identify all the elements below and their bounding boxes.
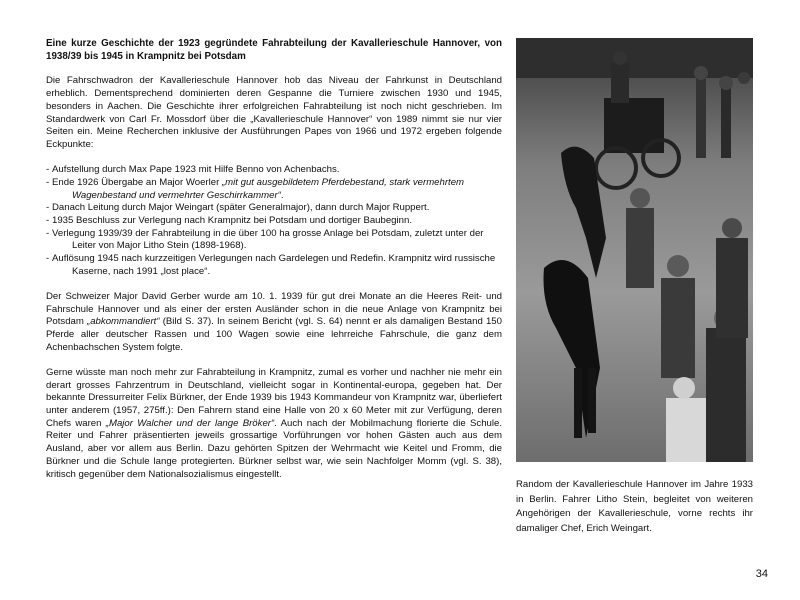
paragraph-krampnitz-text-b: . Auch nach der Mobilmachung florierte die Schule. Reiter und Fahrer präsentierten jeweils grossartige Vorführungen vor hohen Gästen auch aus dem Ausland, aber vor allem aus Berlin. Dazu gehörten Spitzen der Wehrmacht wie Keitel und Fromm, die Bürkner und die Schule lange protegierten. Bürkner selbst war, wie sein Nachfolger Momm (vgl. S. 38), kritisch gegenüber dem Nationalsozialismus eingestellt.: [46, 417, 502, 480]
paragraph-gerber-text-b: (Bild S. 37). In seinem Bericht (vgl. S. 64) nennt er als damaligen Bestand 150 Pferde aller deutscher Rassen und 100 Wagen sowie eine lehrreiche Fahrschule, die ganz dem Achenbachschen System folgte.: [46, 316, 502, 353]
list-item-text: Danach Leitung durch Major Weingart (später Generalmajor), dann durch Major Ruppert.: [52, 202, 430, 214]
list-item-quote: „mit gut ausgebildetem Pferdebestand, stark vermehrtem Wagenbestand und vermehrter Geschirrkammer“: [72, 176, 465, 201]
photo-horses-icon: [516, 38, 753, 462]
list-item-text: 1935 Beschluss zur Verlegung nach Krampnitz bei Potsdam und dortiger Baubeginn.: [52, 214, 412, 226]
milestone-list: [46, 164, 502, 278]
paragraph-gerber: [46, 291, 502, 355]
list-dash: -: [46, 202, 50, 214]
main-text-column: [46, 38, 502, 494]
paragraph-gerber-quote: „abkommandiert“: [87, 316, 160, 328]
paragraph-intro: Die Fahrschwadron der Kavallerieschule Hannover hob das Niveau der Fahrkunst in Deutschland erheblich. Dementsprechend dominierten deren Gespanne die Turniere zwischen 1930 und 1945, besonders in Aachen. Die Geschichte ihrer erfolgreichen Fahrabteilung ist noch nicht geschrieben. Im Standardwerk von Carl Fr. Mossdorf über die „Kavallerieschule Hannover“ von 1989 nimmt sie nur vier Seiten ein. Meine Recherchen inklusive der Ausführungen Papes von 1966 und 1972 ergeben folgende Eckpunkte:: [46, 75, 502, 150]
list-dash: -: [46, 164, 50, 176]
list-dash: -: [46, 214, 50, 226]
list-dash: -: [46, 253, 50, 265]
paragraph-krampnitz-quote: „Major Walcher und der lange Bröker“: [105, 417, 275, 429]
historical-photo: [516, 38, 753, 462]
paragraph-gerber-text-a: Der Schweizer Major David Gerber wurde am 10. 1. 1939 für gut drei Monate an die Heeres Reit- und Fahrschule Hannover und als einer der ersten Ausländer schon in die neue Anlage von Krampnitz bei Potsdam: [46, 290, 502, 328]
list-item: [46, 228, 502, 253]
list-item-text: Aufstellung durch Max Pape 1923 mit Hilfe Benno von Achenbachs.: [52, 164, 340, 176]
list-dash: -: [46, 176, 50, 188]
list-item-suffix: .: [280, 189, 284, 201]
photo-caption: Random der Kavallerieschule Hannover im Jahre 1933 in Berlin. Fahrer Litho Stein, begleitet von weiteren Angehörigen der Kavallerieschule, vorne rechts ihr damaliger Chef, Erich Weingart.: [516, 479, 753, 534]
list-item-text: Verlegung 1939/39 der Fahrabteilung in die über 100 ha grosse Anlage bei Potsdam, zuletzt unter der Leiter von Major Litho Stein (1898-1968).: [52, 227, 484, 252]
list-item-text: Ende 1926 Übergabe an Major Woerler: [52, 176, 222, 188]
list-item: [46, 215, 502, 228]
list-item-text: Auflösung 1945 nach kurzzeitigen Verlegungen nach Gardelegen und Redefin. Krampnitz wird russische Kaserne, nach 1991 „lost place“.: [52, 253, 496, 277]
paragraph-krampnitz: [46, 367, 502, 481]
article-heading: Eine kurze Geschichte der 1923 gegründete Fahrabteilung der Kavallerieschule Hannover, von 1938/39 bis 1945 in Krampnitz bei Potsdam: [46, 38, 502, 62]
list-item: [46, 253, 502, 278]
list-dash: -: [46, 227, 50, 239]
page-number: 34: [755, 568, 768, 580]
list-item: [46, 164, 502, 177]
paragraph-krampnitz-text-a: Gerne wüsste man noch mehr zur Fahrabteilung in Krampnitz, zumal es vorher und nachher nie mehr ein derart grosses Fahrzentrum in Deutschland, vielleicht sogar in Kontinental-europa, gegeben hat. Der bekannte Dressurreiter Felix Bürkner, der Ende 1939 bis 1943 Kommandeur von Krampnitz war, überliefert unter anderem (1957, 275ff.): Den Fahrern stand eine Halle von 20 x 60 Meter mit zur Verfügung, deren Chefs waren: [46, 366, 502, 429]
list-item: [46, 202, 502, 215]
list-item: [46, 177, 502, 202]
